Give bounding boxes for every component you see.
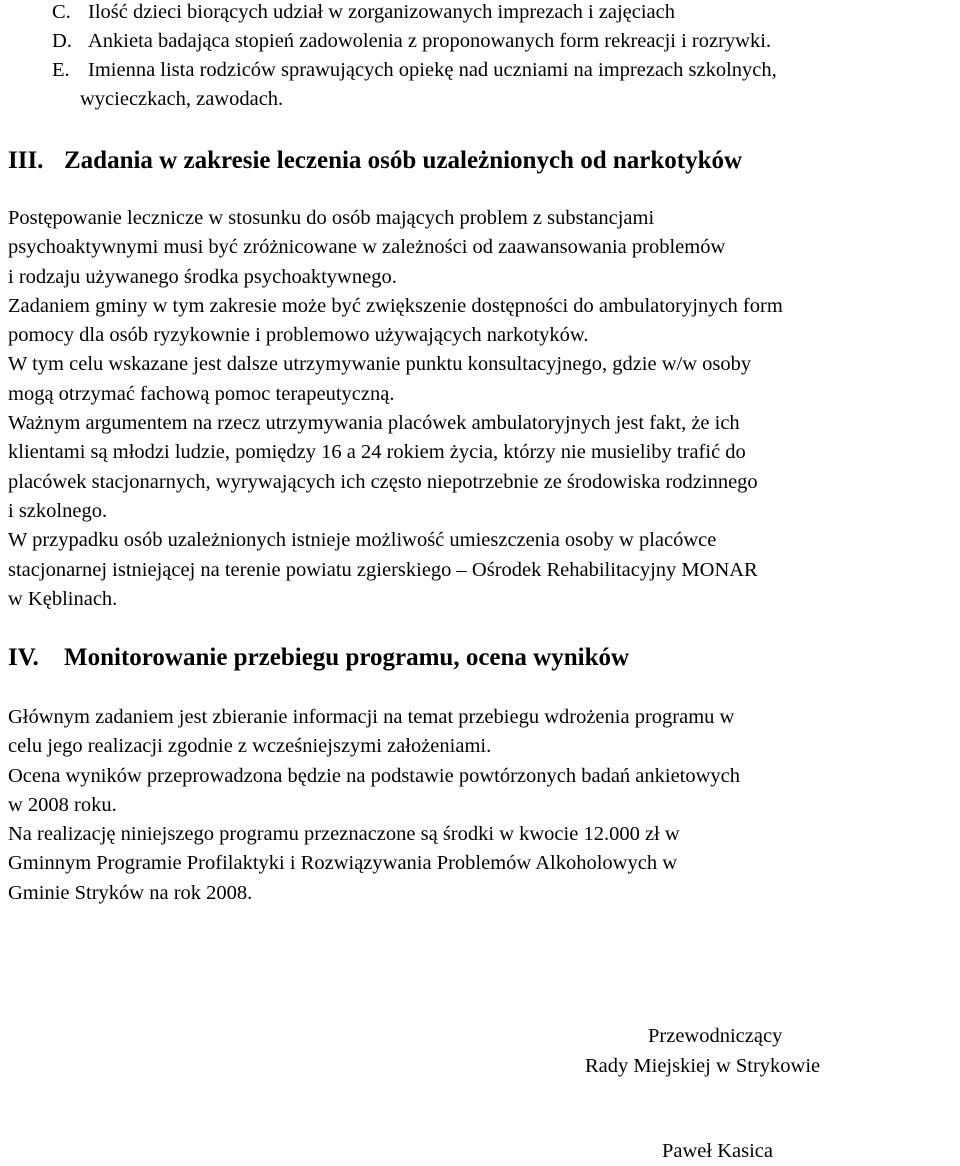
body-line: Ważnym argumentem na rzecz utrzymywania placówek ambulatoryjnych jest fakt, że ich bbox=[8, 412, 740, 435]
section-title: Zadania w zakresie leczenia osób uzależnionych od narkotyków bbox=[64, 147, 743, 174]
section-3-body bbox=[8, 204, 783, 614]
signature-title-line1: Przewodniczący bbox=[648, 1025, 783, 1047]
list-item-d bbox=[8, 27, 771, 56]
body-line: Na realizację niniejszego programu przeznaczone są środki w kwocie 12.000 zł w bbox=[8, 823, 680, 846]
body-line: celu jego realizacji zgodnie z wcześniejszymi założeniami. bbox=[8, 735, 492, 758]
body-line: Postępowanie lecznicze w stosunku do osób mających problem z substancjami bbox=[8, 207, 655, 229]
body-line: w 2008 roku. bbox=[8, 793, 117, 816]
body-line: placówek stacjonarnych, wyrywających ich często niepotrzebnie ze środowiska rodzinnego bbox=[8, 470, 758, 493]
list-letter: E. bbox=[52, 59, 70, 81]
body-line: mogą otrzymać fachową pomoc terapeutyczną. bbox=[8, 382, 395, 405]
body-line: psychoaktywnymi musi być zróżnicowane w zależności od zaawansowania problemów bbox=[8, 236, 726, 259]
list-item-e-continuation: wycieczkach, zawodach. bbox=[80, 88, 284, 110]
list-letter: C. bbox=[52, 1, 71, 23]
list-letter: D. bbox=[52, 30, 72, 52]
section-4-body bbox=[8, 703, 740, 908]
body-line: Gminnym Programie Profilaktyki i Rozwiązywania Problemów Alkoholowych w bbox=[8, 852, 678, 875]
body-line: klientami są młodzi ludzie, pomiędzy 16 a 24 rokiem życia, którzy nie musieliby trafić do bbox=[8, 441, 746, 464]
list-item-c bbox=[8, 0, 675, 27]
body-line: Głównym zadaniem jest zbieranie informacji na temat przebiegu wdrożenia programu w bbox=[8, 706, 735, 728]
body-line: Ocena wyników przeprowadzona będzie na podstawie powtórzonych badań ankietowych bbox=[8, 764, 741, 787]
body-line: pomocy dla osób ryzykownie i problemowo używających narkotyków. bbox=[8, 324, 589, 347]
section-4-heading bbox=[8, 643, 629, 673]
section-title: Monitorowanie przebiegu programu, ocena wyników bbox=[64, 644, 630, 671]
body-line: i rodzaju używanego środka psychoaktywnego. bbox=[8, 265, 397, 288]
list-text: Ankieta badająca stopień zadowolenia z proponowanych form rekreacji i rozrywki. bbox=[88, 30, 772, 52]
signature-name: Paweł Kasica bbox=[662, 1140, 773, 1162]
section-3-heading bbox=[8, 146, 742, 176]
body-line: Gminie Stryków na rok 2008. bbox=[8, 881, 253, 904]
body-line: w Kęblinach. bbox=[8, 587, 118, 610]
section-number: III. bbox=[8, 147, 44, 174]
list-text: Ilość dzieci biorących udział w zorganizowanych imprezach i zajęciach bbox=[88, 1, 675, 23]
body-line: stacjonarnej istniejącej na terenie powiatu zgierskiego – Ośrodek Rehabilitacyjny MONAR bbox=[8, 558, 758, 581]
signature-title-line2: Rady Miejskiej w Strykowie bbox=[585, 1055, 821, 1077]
list-text: Imienna lista rodziców sprawujących opiekę nad uczniami na imprezach szkolnych, bbox=[88, 59, 777, 81]
body-line: i szkolnego. bbox=[8, 499, 108, 522]
section-number: IV. bbox=[8, 644, 39, 671]
body-line: W przypadku osób uzależnionych istnieje możliwość umieszczenia osoby w placówce bbox=[8, 529, 717, 552]
body-line: Zadaniem gminy w tym zakresie może być zwiększenie dostępności do ambulatoryjnych form bbox=[8, 294, 783, 317]
list-item-e bbox=[8, 56, 777, 85]
body-line: W tym celu wskazane jest dalsze utrzymywanie punktu konsultacyjnego, gdzie w/w osoby bbox=[8, 353, 752, 376]
